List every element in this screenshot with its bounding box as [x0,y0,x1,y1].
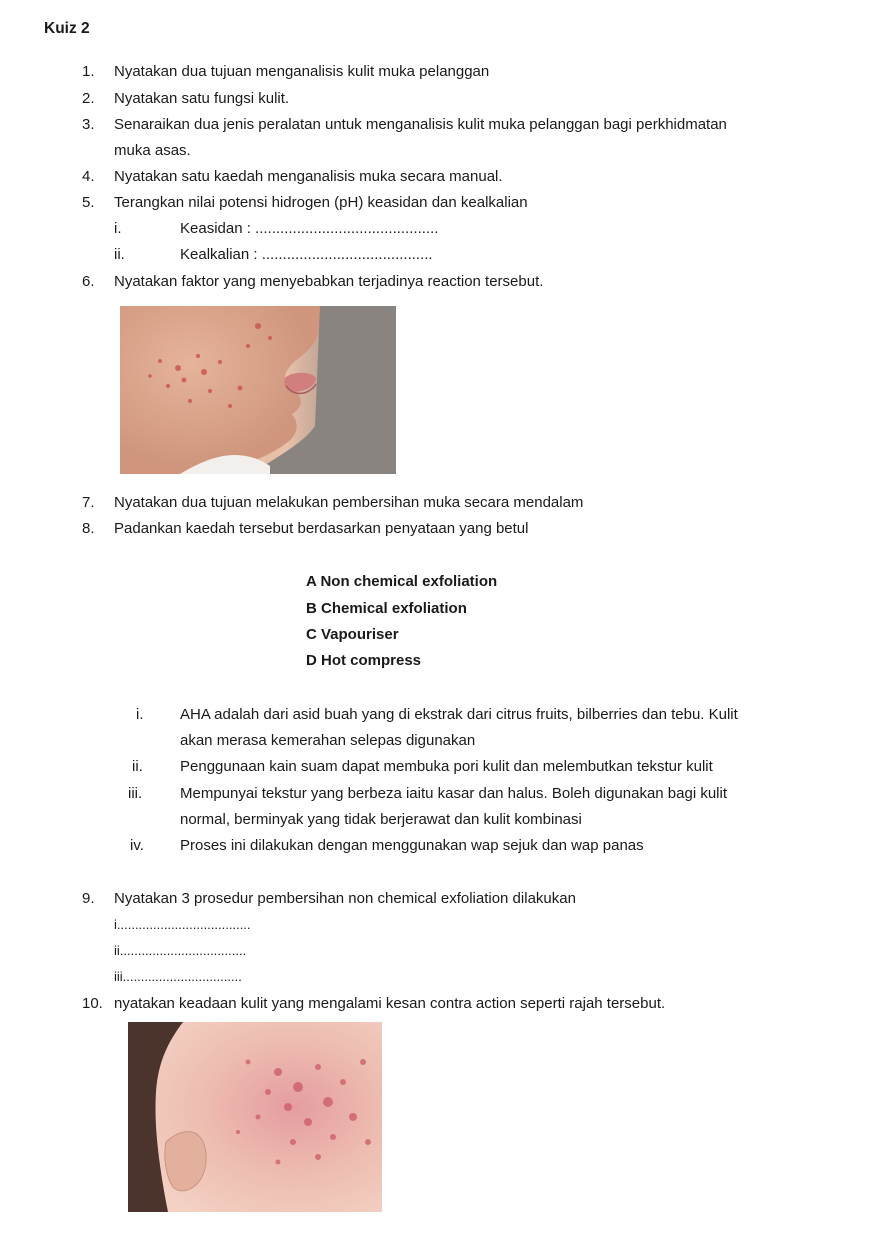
question-number: 6. [82,273,95,290]
question-number: 2. [82,90,95,107]
statement-number: iv. [130,837,144,854]
statement-text: AHA adalah dari asid buah yang di ekstrak dari citrus fruits, bilberries dan tebu. Kulit [180,706,738,723]
question-text: Nyatakan 3 prosedur pembersihan non chemical exfoliation dilakukan [114,890,576,907]
question-number: 1. [82,63,95,80]
question-number: 9. [82,890,95,907]
question-text: Nyatakan satu kaedah menganalisis muka secara manual. [114,168,503,185]
statement-text: Penggunaan kain suam dapat membuka pori kulit dan melembutkan tekstur kulit [180,758,713,775]
acne-face-icon [120,306,396,474]
red-cheek-rash-photo [128,1022,382,1212]
answer-blank-i: i..................................... [114,917,251,932]
question-number: 10. [82,995,103,1012]
question-text: Padankan kaedah tersebut berdasarkan penyataan yang betul [114,520,529,537]
question-number: 5. [82,194,95,211]
statement-text: normal, berminyak yang tidak berjerawat dan kulit kombinasi [180,811,582,828]
question-text: Nyatakan satu fungsi kulit. [114,90,290,107]
question-text: Nyatakan dua tujuan menganalisis kulit muka pelanggan [114,63,490,80]
kealkalian-blank: Kealkalian : ......................................... [180,246,433,263]
option-a: A Non chemical exfoliation [306,573,498,590]
question-number: 8. [82,520,95,537]
statement-text: Mempunyai tekstur yang berbeza iaitu kasar dan halus. Boleh digunakan bagi kulit [180,785,728,802]
option-c: C Vapouriser [306,626,399,643]
statement-number: iii. [128,785,143,802]
statement-text: Proses ini dilakukan dengan menggunakan wap sejuk dan wap panas [180,837,644,854]
question-text: Nyatakan dua tujuan melakukan pembersihan muka secara mendalam [114,494,584,511]
statement-text: akan merasa kemerahan selepas digunakan [180,732,476,749]
statement-number: i. [136,706,144,723]
red-cheek-rash-icon [128,1022,382,1212]
option-b: B Chemical exfoliation [306,600,467,617]
question-text: nyatakan keadaan kulit yang mengalami kesan contra action seperti rajah tersebut. [114,995,666,1012]
answer-blank-ii: ii................................... [114,943,247,958]
question-number: 7. [82,494,95,511]
question-text: Nyatakan faktor yang menyebabkan terjadinya reaction tersebut. [114,273,544,290]
answer-blank-iii: iii................................. [114,969,242,984]
question-number: 4. [82,168,95,185]
question-text: Senaraikan dua jenis peralatan untuk menganalisis kulit muka pelanggan bagi perkhidmatan [114,116,727,133]
question-text-continued: muka asas. [114,142,191,159]
question-text: Terangkan nilai potensi hidrogen (pH) keasidan dan kealkalian [114,194,528,211]
statement-number: ii. [132,758,143,775]
option-d: D Hot compress [306,652,422,669]
sub-number: i. [114,220,122,237]
page-title: Kuiz 2 [44,20,90,37]
acne-face-photo [120,306,396,474]
sub-number: ii. [114,246,125,263]
question-number: 3. [82,116,95,133]
keasidan-blank: Keasidan : ............................................ [180,220,439,237]
